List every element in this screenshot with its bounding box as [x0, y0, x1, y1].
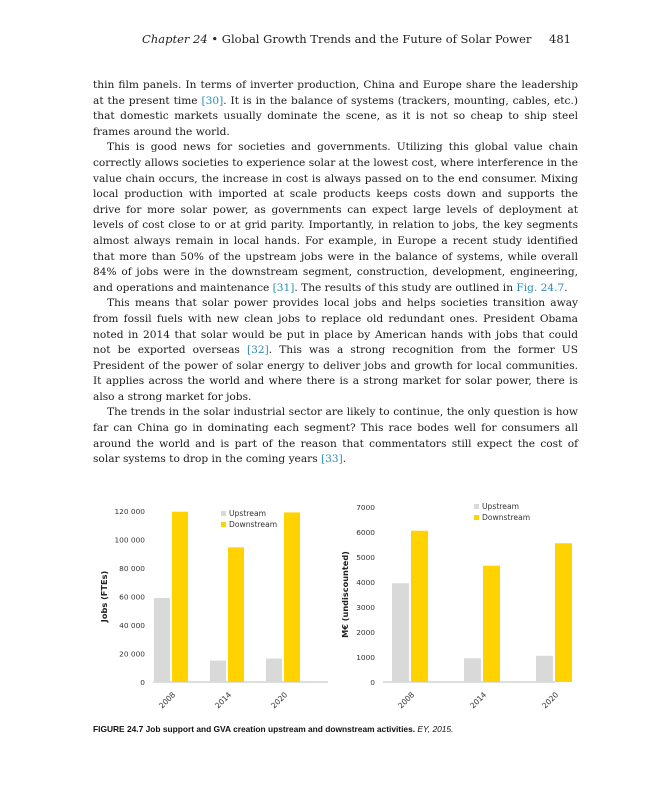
figure-label: FIGURE 24.7 [93, 724, 144, 734]
paragraph-text: . [564, 281, 568, 294]
y-tick-label: 0 [370, 678, 375, 687]
chapter-title: Global Growth Trends and the Future of Solar Power [221, 32, 532, 46]
y-tick-label: 3000 [356, 603, 375, 612]
paragraph-text: . [342, 453, 347, 466]
x-tick-label: 2020 [269, 690, 290, 711]
bar-upstream [210, 661, 226, 682]
paragraph-text: This is good news for societies and governments. Utilizing this global value chain correctly allows societies to experience solar at the lowest cost, where interference in the value chain occurs, the increase in cost is always passed on to the end consumer. Mixing local production with imported at scale products keeps costs down and supports the drive for more solar power, as governments can expect large levels of deployment at levels of cost close to or at grid parity. Importantly, in relation to jobs, the key segments almost always remain in local hands. For example, in Europe a recent study identified that more than 50% of the upstream jobs were in the balance of systems, while overall 84% of jobs were in the downstream segment, construction, development, engineering, and operations and maintenance [93, 141, 578, 294]
y-tick-label: 1000 [356, 653, 375, 662]
bar-downstream [483, 566, 500, 682]
chapter-label: Chapter 24 [142, 32, 208, 46]
y-tick-label: 80 000 [119, 564, 145, 573]
paragraph [93, 140, 578, 296]
y-tick-label: 120 000 [114, 507, 145, 516]
paragraph-text: . It is in the balance of systems (trackers, mounting, cables, etc.) that domestic markets usually dominate the scene, as it is not so cheap to ship steel frames around the world. [93, 94, 578, 138]
x-tick-label: 2020 [540, 690, 561, 711]
bar-upstream [536, 656, 553, 682]
x-tick-label: 2008 [396, 690, 417, 711]
citation-link[interactable]: [32] [246, 344, 269, 357]
bar-upstream [392, 583, 409, 682]
paragraph [93, 405, 578, 467]
y-axis-title: Jobs (FTEs) [99, 570, 109, 623]
running-header [93, 32, 571, 46]
figure-caption [93, 724, 578, 734]
y-tick-label: 20 000 [119, 649, 145, 659]
figure-source: EY, 2015. [417, 724, 454, 734]
bar-downstream [172, 512, 188, 682]
bar-upstream [266, 658, 282, 682]
paragraph-text: The trends in the solar industrial sector are likely to continue, the only question is how far can China go in dominating each segment? This race bodes well for consumers all around the world and is part of the reason that commentators still expect the cost of solar systems to drop in the coming years [93, 406, 578, 466]
y-tick-label: 4000 [356, 578, 375, 587]
x-tick-label: 2014 [213, 690, 234, 711]
paragraph [93, 78, 578, 140]
legend-swatch-upstream [474, 504, 479, 509]
page-number: 481 [549, 32, 571, 46]
citation-link[interactable]: Fig. 24.7 [516, 281, 565, 294]
bar-upstream [464, 658, 481, 682]
citation-link[interactable]: [30] [201, 94, 224, 107]
x-tick-label: 2008 [157, 690, 178, 711]
figure-charts [93, 500, 578, 720]
y-tick-label: 100 000 [114, 535, 145, 545]
paragraph-text: . The results of this study are outlined in [294, 281, 517, 294]
x-tick-label: 2014 [468, 690, 489, 711]
legend-swatch-downstream [474, 515, 479, 520]
figure-caption-text: Job support and GVA creation upstream and downstream activities. [145, 724, 416, 734]
paragraph-text: This means that solar power provides local jobs and helps societies transition away from fossil fuels with new clean jobs to replace old redundant ones. President Obama noted in 2014 that solar would be put in place by American hands with jobs that could not be exported overseas [93, 297, 578, 357]
legend-label: Downstream [229, 520, 278, 529]
y-tick-label: 5000 [356, 553, 375, 562]
legend-swatch-upstream [221, 511, 226, 516]
y-tick-label: 0 [140, 678, 145, 687]
bar-upstream [154, 598, 170, 682]
header-separator: • [211, 32, 219, 46]
body-text [93, 78, 578, 468]
citation-link[interactable]: [33] [321, 453, 343, 466]
figure-chart-svg [93, 500, 578, 720]
bar-downstream [411, 531, 428, 682]
y-tick-label: 40 000 [119, 621, 145, 630]
y-tick-label: 60 000 [119, 592, 145, 602]
legend-swatch-downstream [221, 522, 226, 527]
bar-downstream [555, 543, 572, 682]
paragraph-text: thin film panels. In terms of inverter production, China and Europe share the leadership at the present time [93, 79, 578, 107]
citation-link[interactable]: [31] [272, 281, 295, 294]
y-tick-label: 2000 [356, 628, 375, 637]
legend-label: Upstream [482, 502, 519, 511]
legend-label: Downstream [482, 513, 531, 522]
paragraph-text: . This was a strong recognition from the former US President of the power of solar energy to deliver jobs and growth for local communities. It applies across the world and where there is a strong market for solar power, there is also a strong market for jobs. [93, 344, 578, 403]
bar-downstream [228, 547, 244, 682]
y-tick-label: 7000 [356, 503, 375, 512]
paragraph [93, 296, 578, 405]
y-axis-title: M€ (undiscounted) [340, 551, 350, 638]
y-tick-label: 6000 [356, 528, 375, 537]
legend-label: Upstream [229, 509, 266, 518]
bar-downstream [284, 512, 300, 682]
